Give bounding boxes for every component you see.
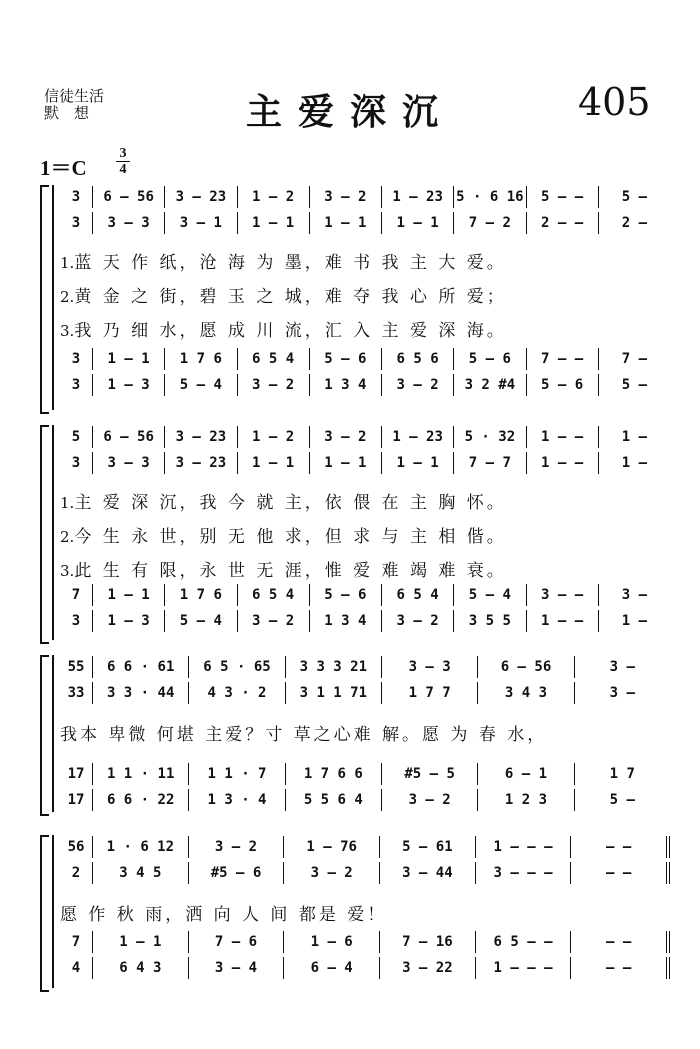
measure: 3 2 #4	[453, 374, 525, 396]
measure: 7	[71, 587, 81, 603]
category-line-1: 信徒生活	[44, 87, 105, 105]
measure: 5 – 61	[379, 836, 475, 858]
measure: 3 3 · 44	[92, 682, 188, 704]
measure: 1 –	[598, 452, 670, 474]
measure: 1 – 1	[92, 348, 164, 370]
time-bottom: 4	[119, 162, 127, 177]
measure: 3	[71, 351, 81, 367]
measure: 5 – 4	[453, 584, 525, 606]
lyric-line	[60, 488, 660, 513]
measure: 1 – 3	[92, 374, 164, 396]
measure: 1 1 · 11	[92, 763, 188, 785]
measure: 3 –	[574, 656, 670, 678]
category-line-2: 默 想	[44, 104, 90, 122]
system-bracket	[40, 835, 49, 992]
measure: 6 6 · 22	[92, 789, 188, 811]
measure: 1 – 23	[381, 186, 453, 208]
measure: 1 – 3	[92, 610, 164, 632]
alto-row	[60, 681, 670, 705]
measure: 1 – 1	[92, 931, 188, 953]
measure: 4 3 · 2	[188, 682, 284, 704]
tenor-row	[60, 347, 670, 371]
measure: 3 – 2	[237, 610, 309, 632]
measure: 6 5 · 65	[188, 656, 284, 678]
lyric-text: 此 生 有 限，永 世 无 涯，惟 爱 难 竭 难 衰。	[74, 561, 507, 581]
measure: 5 – –	[526, 186, 598, 208]
measure: 6 – 1	[477, 763, 573, 785]
measure: 3 – 22	[379, 957, 475, 979]
system-line	[52, 835, 54, 988]
alto-row	[60, 861, 670, 885]
measure: 6 5 6	[381, 348, 453, 370]
lyric-line	[60, 900, 660, 925]
measure: #5 – 6	[188, 862, 284, 884]
measure: 5 · 32	[453, 426, 525, 448]
measure: 2 –	[598, 212, 670, 234]
soprano-row	[60, 185, 670, 209]
measure: 3	[71, 455, 81, 471]
lyric-text: 主 爱 深 沉，我 今 就 主，依 偎 在 主 胸 怀。	[74, 493, 507, 513]
measure: 3 – 23	[164, 186, 236, 208]
measure: 3	[71, 613, 81, 629]
measure: 1 · 6 12	[92, 836, 188, 858]
measure: 3	[71, 215, 81, 231]
alto-row	[60, 451, 670, 475]
measure: 5 –	[574, 789, 670, 811]
measure: 6 5 4	[381, 584, 453, 606]
system-bracket	[40, 655, 49, 816]
measure: 3 – 2	[309, 186, 381, 208]
measure: 17	[67, 792, 85, 808]
bass-row	[60, 956, 670, 980]
measure: 3 – 2	[381, 789, 477, 811]
lyric-line	[60, 522, 660, 547]
measure: 3 – 23	[164, 452, 236, 474]
measure: 1 –	[598, 610, 670, 632]
measure: 6 5 – –	[475, 931, 571, 953]
measure: 1 3 4	[309, 374, 381, 396]
measure: 1 2 3	[477, 789, 573, 811]
measure: 6 4 3	[92, 957, 188, 979]
measure: 5 – 6	[309, 348, 381, 370]
measure: 7 – 16	[379, 931, 475, 953]
measure: 7	[71, 934, 81, 950]
measure: 1 – 1	[309, 452, 381, 474]
lyric-line	[60, 248, 660, 273]
measure: 1 – –	[526, 610, 598, 632]
measure: 1 – 2	[237, 426, 309, 448]
measure: 3 3 3 21	[285, 656, 381, 678]
soprano-row	[60, 655, 670, 679]
measure: 1 – 76	[283, 836, 379, 858]
measure: 1 – 6	[283, 931, 379, 953]
lyric-text: 我 乃 细 水，愿 成 川 流，汇 入 主 爱 深 海。	[74, 321, 507, 341]
measure: 6 – 56	[92, 186, 164, 208]
verse-number: 2.	[60, 288, 75, 306]
soprano-row	[60, 425, 670, 449]
measure: 5	[71, 429, 81, 445]
measure: 1 3 4	[309, 610, 381, 632]
measure: 1 – 1	[381, 452, 453, 474]
measure: 3 –	[574, 682, 670, 704]
measure: 1 – –	[526, 426, 598, 448]
bass-row	[60, 373, 670, 397]
measure: 5 5 6 4	[285, 789, 381, 811]
lyric-text: 黄 金 之 街，碧 玉 之 城，难 夺 我 心 所 爱；	[74, 287, 507, 307]
measure: 5 – 6	[309, 584, 381, 606]
tenor-row	[60, 583, 670, 607]
system-line	[52, 185, 54, 410]
measure: 3 – 2	[309, 426, 381, 448]
measure: 1 7 6	[164, 348, 236, 370]
measure: 1 – 1	[381, 212, 453, 234]
measure: 3 – 2	[283, 862, 379, 884]
measure: 1 – –	[526, 452, 598, 474]
measure: 3 – 3	[92, 452, 164, 474]
system-bracket	[40, 185, 49, 414]
lyric-text: 我本 卑微 何堪 主爱？寸 草之心难 解。愿 为 春 水，	[60, 725, 548, 745]
key-signature: 1＝C	[40, 156, 87, 180]
measure: 5 – 4	[164, 610, 236, 632]
measure: 3 5 5	[453, 610, 525, 632]
measure: 1 – 23	[381, 426, 453, 448]
verse-number: 1.	[60, 494, 75, 512]
measure: 1 7 6 6	[285, 763, 381, 785]
time-top: 3	[119, 146, 127, 161]
measure: 6 5 4	[237, 584, 309, 606]
measure: 56	[67, 839, 85, 855]
measure: 6 – 56	[92, 426, 164, 448]
measure: 3 – 1	[164, 212, 236, 234]
measure: 6 – 4	[283, 957, 379, 979]
lyric-text: 愿 作 秋 雨，洒 向 人 间 都是 爱！	[60, 905, 388, 925]
measure: 1 –	[598, 426, 670, 448]
measure: 3 – – –	[475, 862, 571, 884]
measure: 1 1 · 7	[188, 763, 284, 785]
measure: 1 – 1	[237, 212, 309, 234]
measure: – –	[570, 957, 670, 979]
measure: 3 – 2	[381, 610, 453, 632]
measure: 6 – 56	[477, 656, 573, 678]
measure: 1 – – –	[475, 957, 571, 979]
measure: 3 – –	[526, 584, 598, 606]
measure: 5 – 4	[164, 374, 236, 396]
measure: – –	[570, 862, 670, 884]
measure: 3 – 2	[237, 374, 309, 396]
lyric-text: 蓝 天 作 纸，沧 海 为 墨，难 书 我 主 大 爱。	[74, 253, 507, 273]
soprano-row	[60, 835, 670, 859]
measure: 3 1 1 71	[285, 682, 381, 704]
bass-row	[60, 788, 670, 812]
alto-row	[60, 211, 670, 235]
measure: 4	[71, 960, 81, 976]
system-line	[52, 425, 54, 640]
measure: 7 – –	[526, 348, 598, 370]
measure: 5 · 6 16	[453, 186, 525, 208]
measure: – –	[570, 931, 670, 953]
measure: 7 – 7	[453, 452, 525, 474]
measure: #5 – 5	[381, 763, 477, 785]
measure: 5 –	[598, 374, 670, 396]
hymn-title: 主爱深沉	[245, 91, 454, 133]
measure: 3 4 5	[92, 862, 188, 884]
measure: 1 3 · 4	[188, 789, 284, 811]
measure: 1 – 1	[92, 584, 164, 606]
measure: 1 – – –	[475, 836, 571, 858]
measure: 2 – –	[526, 212, 598, 234]
measure: 1 – 1	[237, 452, 309, 474]
measure: 3	[71, 189, 81, 205]
measure: 6 5 4	[237, 348, 309, 370]
measure: 3 – 23	[164, 426, 236, 448]
measure: 1 7 6	[164, 584, 236, 606]
measure: 3 – 44	[379, 862, 475, 884]
measure: 3 4 3	[477, 682, 573, 704]
measure: 1 7	[574, 763, 670, 785]
measure: 1 – 2	[237, 186, 309, 208]
measure: 3 – 2	[188, 836, 284, 858]
measure: 3 – 4	[188, 957, 284, 979]
hymn-number: 405	[578, 80, 651, 124]
verse-number: 3.	[60, 322, 75, 340]
measure: 1 – 1	[309, 212, 381, 234]
measure: 7 – 6	[188, 931, 284, 953]
measure: 6 6 · 61	[92, 656, 188, 678]
lyric-line	[60, 316, 660, 341]
measure: – –	[570, 836, 670, 858]
measure: 7 –	[598, 348, 670, 370]
lyric-line	[60, 556, 660, 581]
measure: 7 – 2	[453, 212, 525, 234]
verse-number: 1.	[60, 254, 75, 272]
measure: 55	[67, 659, 85, 675]
measure: 5 –	[598, 186, 670, 208]
measure: 3 – 2	[381, 374, 453, 396]
time-signature	[116, 147, 130, 176]
lyric-line	[60, 720, 660, 745]
measure: 3 – 3	[92, 212, 164, 234]
measure: 2	[71, 865, 81, 881]
measure: 5 – 6	[453, 348, 525, 370]
measure: 3 –	[598, 584, 670, 606]
measure: 33	[67, 685, 85, 701]
tenor-row	[60, 762, 670, 786]
measure: 3 – 3	[381, 656, 477, 678]
measure: 5 – 6	[526, 374, 598, 396]
measure: 1 7 7	[381, 682, 477, 704]
measure: 3	[71, 377, 81, 393]
verse-number: 3.	[60, 562, 75, 580]
measure: 17	[67, 766, 85, 782]
verse-number: 2.	[60, 528, 75, 546]
system-bracket	[40, 425, 49, 644]
lyric-line	[60, 282, 660, 307]
system-line	[52, 655, 54, 812]
bass-row	[60, 609, 670, 633]
lyric-text: 今 生 永 世，别 无 他 求，但 求 与 主 相 偕。	[74, 527, 507, 547]
tenor-row	[60, 930, 670, 954]
